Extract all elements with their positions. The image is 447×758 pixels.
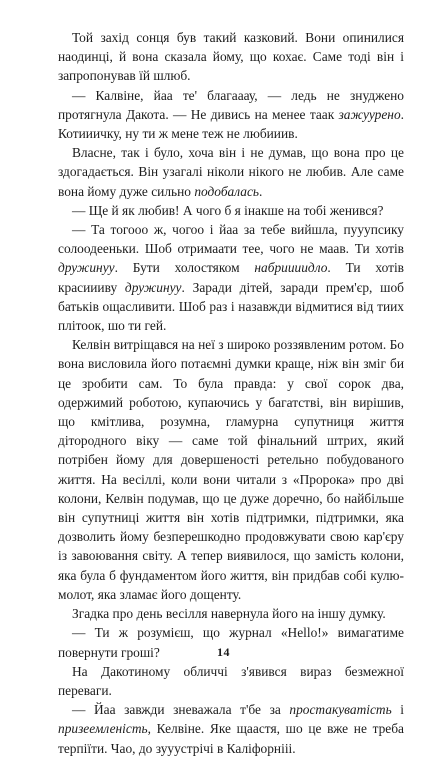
text-run: . Ти хотів красиииву (58, 260, 404, 295)
text-run: — Та тогооо ж, чогоо і йаа за тебе вийшла, пууупсику солоодееньки. Шоб отримаати тее, чого не маав. Ти хотів (58, 222, 404, 257)
italic-text: зажуурено (338, 106, 401, 122)
italic-text: набриииидло (254, 260, 328, 276)
paragraph (58, 700, 404, 758)
text-run: — Йаа завжди зневажала т'бе за (72, 702, 290, 718)
text-run: . Бути холостяком (114, 260, 255, 276)
text-run: . (258, 183, 263, 199)
text-run: , Келвіне. Яке щаастя, шо це вже не треба терпіїти. Чао, до зууустрічі в Каліфорнііі. (58, 721, 404, 756)
italic-text: подобалась (194, 183, 259, 199)
text-run: — Ще й як любив! А чого б я інакше на тобі женився? (72, 202, 384, 218)
page-number: 14 (217, 645, 230, 659)
text-run: Келвін витріщався на неї з широко роззявленим ротом. Бо вона висловила його потаємні думки краще, ніж він зміг би це зробити сам. То була правда: у свої сорок два, одержимий роботою, купаючись у багатстві, він вирішив, що кмітлива, розумна, гламурна супутниця життя дітородного віку — саме той фінальний штрих, який потрібен йому для довершеності ретельно побудованого життя. На весіллі, коли вони читали з «Пророка» про дві колони, Келвін подумав, що це дуже доречно, бо найбільше він супутниці життя він хотів підтримки, підтримки, яка дозволить йому безперешкодно продовжувати свою кар'єру із завоювання світу. А тепер виявилося, що замість колони, яка була б фундаментом його життя, він придбав собі кулю-молот, яка зламає його дощенту. (58, 337, 404, 602)
text-run: Власне, так і було, хоча він і не думав, що вона про це здогадається. Він узагалі ніколи нікого не любив. Але саме вона йому дуже сильно (58, 145, 404, 199)
paragraph (58, 201, 404, 220)
paragraph (58, 220, 404, 335)
paragraph (58, 662, 404, 700)
text-run: — Ти ж розумієш, що журнал «Hello!» вимагатиме повернути гроші? (58, 625, 404, 660)
text-run: і (391, 702, 404, 718)
text-run: Той захід сонця був такий казковий. Вони опинилися наодинці, й вона сказала йому, що кохає. Саме тоді він і запропонував їй шлюб. (58, 30, 404, 84)
paragraph (58, 143, 404, 201)
text-run: На Дакотиному обличчі з'явився вираз безмежної переваги. (58, 663, 404, 698)
paragraph (58, 335, 404, 604)
paragraph (58, 86, 404, 144)
paragraph (58, 604, 404, 623)
text-run: — Калвіне, йаа те' благааау, — ледь не знуджено протягнула Дакота. — Не дивись на менее таак (58, 87, 404, 122)
text-run: . Котииичку, ну ти ж мене теж не любииив. (58, 106, 404, 142)
text-run: . Заради дітей, заради прем'єр, шоб батьків ощасливити. Шоб раз і назавжди відмитися від тиих плітоок, шо ти гей. (58, 279, 404, 334)
italic-text: призеемленість (58, 721, 148, 737)
italic-text: простакуватість (289, 702, 392, 718)
italic-text: дружинуу (58, 260, 115, 276)
italic-text: дружинуу (124, 279, 182, 295)
paragraph (58, 28, 404, 86)
text-run: Згадка про день весілля навернула його на іншу думку. (72, 606, 386, 622)
